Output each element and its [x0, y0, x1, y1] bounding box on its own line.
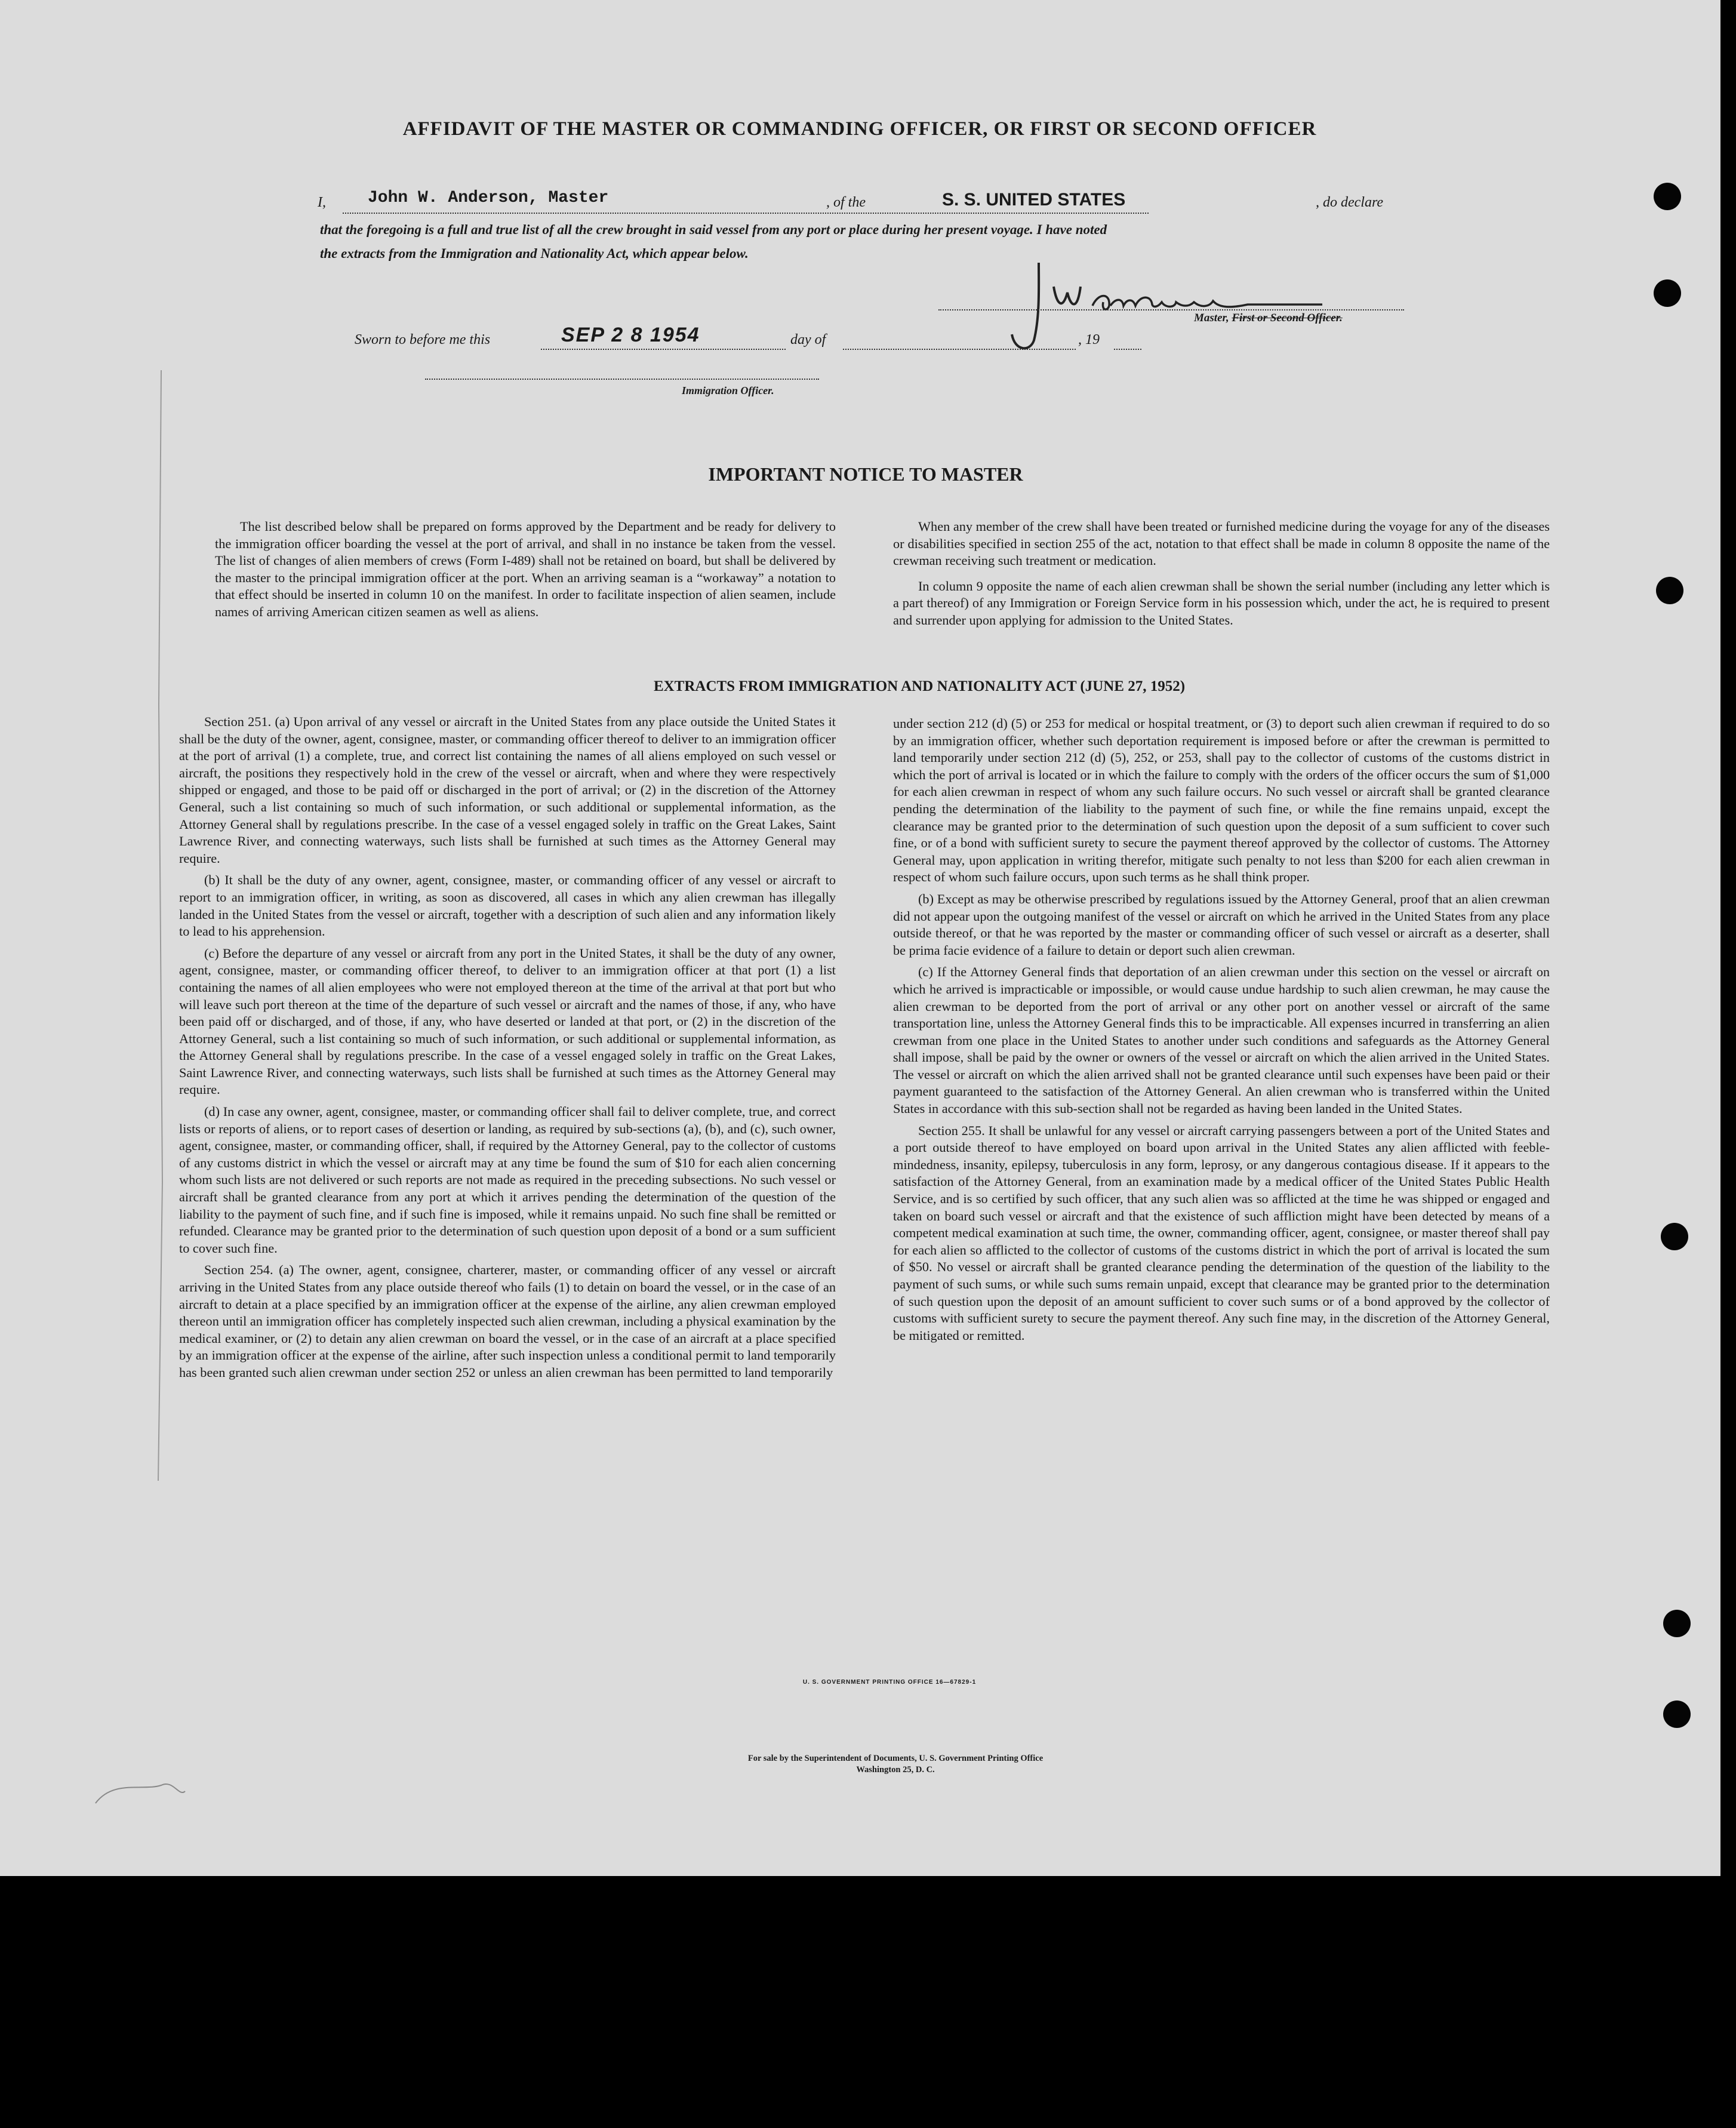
binder-hole-2: [1654, 279, 1681, 307]
section-251-a: Section 251. (a) Upon arrival of any vessel or aircraft in the United States from any place outside the United States it shall be the duty of the owner, agent, consignee, master, or commanding officer thereof to deliver to an immigration officer at the port of arrival (1) a complete, true, and correct list containing the names of all aliens employed on such vessel or aircraft, the positions they respectively hold in the crew of the vessel or aircraft, when and where they were respectively shipped or engaged, and those to be paid off or discharged in the port of arrival; or (2) in the discretion of the Attorney General, such a list containing so much of such information, or such additional or supplemental information, as the Attorney General shall by regulations prescribe. In the case of a vessel engaged solely in traffic on the Great Lakes, Saint Lawrence River, and connecting waterways, such lists shall be furnished at such times as the Attorney General may require.: [179, 714, 836, 866]
of-the-label: , of the: [826, 195, 866, 210]
sworn-prefix: Sworn to before me this: [355, 332, 491, 348]
declaration-line: [318, 189, 1410, 216]
sworn-line: [355, 324, 1149, 355]
prefix-i: I,: [318, 195, 326, 210]
sale-line-1: For sale by the Superintendent of Documents, U. S. Government Printing Office: [747, 1754, 1044, 1763]
immigration-officer-label: Immigration Officer.: [682, 385, 774, 396]
statement-line-1: that the foregoing is a full and true list of all the crew brought in said vessel from any port or place during her present voyage. I have noted: [320, 222, 1107, 237]
pencil-margin-marks: [36, 346, 191, 1875]
binder-hole-6: [1663, 1700, 1691, 1728]
statement-line-2: the extracts from the Immigration and Nationality Act, which appear below.: [320, 246, 749, 261]
section-254-a: Section 254. (a) The owner, agent, consignee, charterer, master, or commanding officer of any vessel or aircraft arriving in the United States from any place outside thereof who fails (1) to detain on board the vessel, or in the case of an aircraft to detain at a place specified by an immigration officer at the expense of the airline, any alien crewman employed thereon until an immigration officer has completely inspected such alien crewman, including a physical examination by the medical examiner, or (2) to detain any alien crewman on board the vessel, or in the case of an aircraft at a place specified by an immigration officer at the expense of the airline, after such inspection unless a conditional permit to land temporarily has been granted such alien crewman under section 252 or unless an alien crewman has been permitted to land temporarily: [179, 1262, 836, 1380]
section-251-c: (c) Before the departure of any vessel or aircraft from any port in the United States, it shall be the duty of any owner, agent, consignee, master, or commanding officer thereof, to deliver to an immigration officer at that port (1) a list containing the names of all alien employees who were not employed thereon at the time of the arrival at that port but who will leave such port thereon at the time of the departure of such vessel or aircraft and the names of those, if any, who have been paid off or discharged, and of those, if any, who have deserted or landed at that port, or (2) in the discretion of the Attorney General, such a list containing so much of such information, or such additional or supplemental information, as the Attorney General shall by regulations prescribe. In the case of a vessel engaged solely in traffic on the Great Lakes, Saint Lawrence River, and connecting waterways, such lists shall be furnished at such times as the Attorney General may require.: [179, 945, 836, 1097]
notice-right-column: [893, 518, 1550, 634]
master-label: Master,: [1194, 312, 1229, 324]
immigration-officer-underline: [425, 379, 819, 380]
binder-hole-3: [1656, 577, 1683, 604]
vessel-name: S. S. UNITED STATES: [942, 190, 1126, 210]
section-255: Section 255. It shall be unlawful for any vessel or aircraft carrying passengers between a port of the United States and a port outside thereof to have employed on board upon arrival in the United States any alien afflicted with feeble-mindedness, insanity, epilepsy, tuberculosis in any form, leprosy, or any dangerous contagious disease. If it appears to the satisfaction of the Attorney General, from an examination made by a medical officer of the United States Public Health Service, and is so certified by such officer, that any such alien was so afflicted at the time he was shipped or engaged and taken on board such vessel or aircraft and that the existence of such affliction might have been detected by means of a competent medical examination at such time, the owner, commanding officer, agent, consignee, or master thereof shall pay for each alien so afflicted to the collector of customs of the customs district in which the port of arrival is located the sum of $50. No vessel or aircraft shall be granted clearance pending the determination of the question of the liability to the payment of such sums, or while such sums remain unpaid, except that clearance may be granted prior to the determination of such question upon the deposit of an amount sufficient to cover such sums or of a bond approved by the collector of customs with sufficient surety to secure the payment thereof. Any such fine may, in the discretion of the Attorney General, be mitigated or remitted.: [893, 1123, 1550, 1343]
month-underline: [843, 349, 1076, 350]
signature-underline: [938, 309, 1404, 310]
binder-hole-5: [1663, 1610, 1691, 1637]
section-251-d: (d) In case any owner, agent, consignee, master, or commanding officer shall fail to deliver complete, true, and correct lists or reports of aliens, or to report cases of desertion or landing, as required by sub-sections (a), (b), and (c), such owner, agent, consignee, master, or commanding officer, shall, if required by the Attorney General, pay to the collector of customs of any customs district in which the vessel or aircraft may at any time be found the sum of $10 for each alien concerning whom such lists are not delivered or such reports are not made as required in the preceding subsections. No such vessel or aircraft shall be granted clearance from any port at which it arrives pending the determination of the question of the liability to the payment of such fine, and if such fine is imposed, while it remains unpaid. No such fine shall be remitted or refunded. Clearance may be granted prior to the determination of such question upon deposit of a bond or a sum sufficient to cover such fine.: [179, 1104, 836, 1256]
day-of-label: day of: [790, 332, 826, 348]
notice-title: IMPORTANT NOTICE TO MASTER: [708, 463, 1023, 485]
binder-hole-1: [1654, 183, 1681, 210]
affidavit-title: AFFIDAVIT OF THE MASTER OR COMMANDING OFFICER, OR FIRST OR SECOND OFFICER: [402, 118, 1317, 140]
section-254-b: (b) Except as may be otherwise prescribed by regulations issued by the Attorney General, proof that an alien crewman did not appear upon the outgoing manifest of the vessel or aircraft on which he arrived in the United States from any place outside thereof, or that he was reported by the master or commanding officer of such vessel or aircraft as a deserter, shall be prima facie evidence of a failure to detain or deport such alien crewman.: [893, 891, 1550, 958]
notice-right-paragraph-1: When any member of the crew shall have been treated or furnished medicine during the voyage for any of the diseases or disabilities specified in section 255 of the act, notation to that effect shall be made in column 8 opposite the name of the crewman receiving such treatment or medication.: [893, 519, 1550, 568]
notice-right-paragraph-2: In column 9 opposite the name of each alien crewman shall be shown the serial number (including any letter which is a part thereof) of any Immigration or Foreign Service form in his possession which, under the act, he is required to present and surrender upon applying for admission to the United States.: [893, 578, 1550, 628]
do-declare-label: , do declare: [1316, 195, 1384, 210]
extracts-right-column: [893, 715, 1550, 1349]
master-name-underline: [343, 213, 1149, 214]
struck-officer-label: First or Second Officer.: [1232, 312, 1343, 324]
section-254-c: (c) If the Attorney General finds that deportation of an alien crewman under this section on the vessel or aircraft on which he arrived is impracticable or impossible, or would cause undue hardship to such alien crewman, he may cause the alien crewman to be deported from the port of arrival or any other port on another vessel or aircraft of the same transportation line, unless the Attorney General finds this to be impracticable. All expenses incurred in transferring an alien crewman from one place in the United States to another under such conditions and safeguards as the Attorney General shall impose, shall be paid by the owner or owners of the vessel or aircraft on which the alien arrived in the United States. The vessel or aircraft on which the alien arrived shall not be granted clearance until such expenses have been paid or their payment guaranteed to the satisfaction of the Attorney General. An alien crewman who is transferred within the United States in accordance with this sub-section shall not be regarded as having been landed in the United States.: [893, 964, 1550, 1117]
binder-hole-4: [1661, 1223, 1688, 1250]
master-name: John W. Anderson, Master: [368, 189, 609, 207]
extracts-title: EXTRACTS FROM IMMIGRATION AND NATIONALITY ACT (JUNE 27, 1952): [653, 678, 1186, 694]
section-254-a-cont: under section 212 (d) (5) or 253 for medical or hospital treatment, or (3) to deport such alien crewman if required to do so by an immigration officer, whether such deportation requirement is imposed before or after the crewman is permitted to land temporarily under section 212 (d) (5), 252, or 253, shall pay to the collector of customs of the customs district in which the port of arrival is located or in which the failure to comply with the orders of the officer occurs the sum of $1,000 for each alien crewman in respect of whom any such failure occurs. No such vessel or aircraft shall be granted clearance pending the determination of the liability to the payment of such fine, or while the fine remains unpaid, except the clearance may be granted prior to the determination of such question upon the deposit of a sum sufficient to cover such fine, or of a bond with sufficient surety to secure the payment thereof approved by the collector of customs. The Attorney General may, upon application in writing therefor, mitigate such penalty to not less than $200 for each alien crewman in respect of whom such failure occurs, upon such terms as he shall think proper.: [893, 716, 1550, 885]
sale-line-2: Washington 25, D. C.: [856, 1765, 935, 1775]
year-underline: [1114, 349, 1141, 350]
section-251-b: (b) It shall be the duty of any owner, agent, consignee, master, or commanding officer of any vessel or aircraft to report to an immigration officer, in writing, as soon as discovered, all cases in which any alien crewman has illegally landed in the United States from the vessel or aircraft, together with a description of such alien and any information likely to lead to his apprehension.: [179, 872, 836, 939]
extracts-left-column: [179, 714, 836, 1386]
printing-office-line: U. S. GOVERNMENT PRINTING OFFICE 16—67829-1: [802, 1679, 977, 1686]
signer-title: [1194, 312, 1343, 325]
notice-left-column: [215, 518, 836, 626]
sworn-date-underline: [541, 349, 786, 350]
year-prefix: , 19: [1078, 332, 1100, 348]
notice-left-paragraph: The list described below shall be prepared on forms approved by the Department and be ready for delivery to the immigration officer boarding the vessel at the port of arrival, and shall in no instance be taken from the vessel. The list of changes of alien members of crews (Form I-489) shall not be retained on board, but shall be delivered by the master to the principal immigration officer at the port. When an arriving seaman is a “workaway” a notation to that effect should be inserted in column 10 on the manifest. In order to facilitate inspection of alien seamen, include names of arriving American citizen seamen as well as aliens.: [215, 519, 836, 619]
sale-notice: [585, 1753, 1206, 1776]
sworn-date-stamp: SEP 2 8 1954: [561, 324, 700, 346]
